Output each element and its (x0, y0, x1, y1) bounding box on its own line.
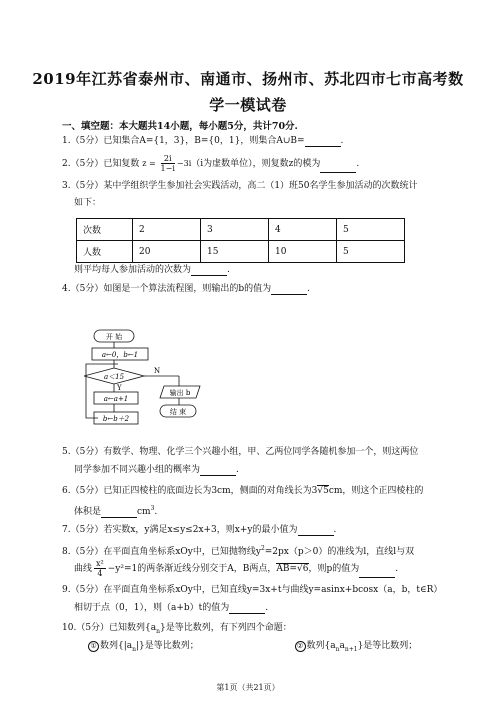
subscript: n (335, 645, 340, 653)
question-4-text: 4.（5分）如图是一个算法流程图，则输出的b的值为 (62, 284, 272, 294)
fraction-denominator: 1−i (160, 164, 175, 173)
option-2-text: 数列{a (306, 641, 336, 651)
formula-tail: −3i (176, 159, 192, 168)
step2-label: b←b＋2 (102, 415, 130, 423)
vector-ab: AB= (276, 564, 298, 574)
page-title-line2: 学一模试卷 (209, 96, 287, 114)
question-10-text-a2: }是等比数列，有下列四个命题： (160, 623, 292, 633)
sqrt-value: 6 (302, 564, 309, 574)
option-1-text-b: |}是等比数列； (136, 641, 199, 651)
answer-blank (191, 266, 227, 276)
question-8-text-mid: −y²=1的两条渐近线分别交于A，B两点， (107, 564, 277, 574)
question-6-text-a2: cm，则这个正四棱柱的 (328, 486, 424, 496)
exponent: 2 (260, 545, 265, 552)
question-6-line2: 体积是 $cm^3$. (62, 503, 157, 518)
flowchart (84, 328, 224, 433)
question-3-text-b: 如下： (74, 198, 102, 208)
question-8-text-b: 曲线 (74, 564, 93, 574)
option-2-text-b: a (339, 641, 345, 651)
table-cell: 次数 (77, 219, 133, 241)
exponent: 3 (150, 505, 155, 512)
question-7: 7.（5分）若实数x，y满足x≤y≤2x+3，则x+y的最小值为 . (62, 525, 337, 535)
fraction (94, 559, 106, 578)
question-5-line2: 同学参加不同兴趣小组的概率为 . (62, 464, 239, 476)
question-3-line3: 则平均每人参加活动的次数为 . (62, 264, 230, 276)
no-label: N (154, 367, 161, 375)
subscript: n (156, 627, 161, 635)
question-8 (62, 543, 414, 558)
init-label: a←0，b←1 (101, 351, 139, 359)
table-row (77, 219, 405, 241)
yes-label: Y (117, 384, 122, 392)
option-marker: ① (88, 641, 99, 652)
fraction-numerator: 2i (161, 154, 175, 164)
table-cell: 15 (201, 241, 269, 263)
option-marker: ② (295, 641, 306, 652)
table-cell: 10 (269, 241, 337, 263)
table-cell: 4 (269, 219, 337, 241)
question-10-options (88, 640, 417, 656)
section-heading: 一、填空题：本大题共14小题，每小题5分，共计70分. (62, 121, 298, 132)
question-6-text: 6.（5分）已知正四棱柱的底面边长为3cm，侧面的对角线长为3 (62, 486, 318, 496)
page-title: 2019年江苏省泰州市、南通市、扬州市、苏北四市七市高考数 (32, 70, 464, 88)
formula-z: z = (142, 159, 156, 168)
output-label: 输出 b (169, 389, 191, 397)
end-label: 结 束 (169, 408, 187, 416)
question-5-text-b: 同学参加不同兴趣小组的概率为 (74, 465, 201, 475)
table-cell: 2 (133, 219, 201, 241)
question-5 (62, 446, 418, 458)
question-1: 1.（5分）已知集合A={1，3}，B={0，1}，则集合A∪B= . (62, 136, 344, 146)
question-8-text-a2: =2px（p＞0）的准线为l，直线l与双 (264, 547, 415, 557)
table-cell: 3 (201, 219, 269, 241)
question-8-text-post: ，则p的值为 (308, 564, 360, 574)
question-9-line2: 相切于点（0，1），则（a+b）t的值为 . (62, 602, 268, 614)
statistics-table (76, 218, 405, 263)
fraction-numerator: x² (96, 559, 104, 568)
answer-blank (101, 508, 137, 518)
question-10-text: 10.（5分）已知数列{a (62, 623, 157, 633)
answer-blank (298, 526, 334, 536)
question-4: 4.（5分）如图是一个算法流程图，则输出的b的值为 . (62, 284, 310, 294)
answer-blank (229, 604, 265, 614)
answer-blank (359, 568, 395, 578)
question-5-text: 5.（5分）有数学、物理、化学三个兴趣小组，甲、乙两位同学各随机参加一个，则这两位 (62, 447, 419, 457)
fraction (161, 154, 175, 173)
table-row (77, 241, 405, 263)
question-2-text-b: （i为虚数单位），则复数z的模为 (191, 159, 321, 169)
question-7-text: 7.（5分）若实数x，y满足x≤y≤2x+3，则x+y的最小值为 (62, 525, 298, 535)
fraction-denominator: 4 (97, 569, 103, 578)
question-6 (62, 485, 423, 497)
question-2: 2.（5分）已知复数 z = $\frac{2i}{1-i}$ −3i（i为虚数单位），则复数z的模为 . (62, 154, 360, 173)
question-8-text: 8.（5分）在平面直角坐标系xOy中，已知抛物线y (62, 547, 261, 557)
question-9 (62, 584, 442, 596)
answer-blank (320, 163, 356, 173)
unit: cm (137, 507, 151, 517)
page-footer: 第1页（共21页） (216, 683, 280, 692)
question-10 (62, 622, 292, 638)
question-3 (62, 180, 418, 192)
sqrt-radicand: √6 (297, 564, 309, 574)
decision-label: a＜15 (103, 373, 125, 381)
question-9-text-b: 相切于点（0，1），则（a+b）t的值为 (74, 603, 230, 613)
question-2-text: 2.（5分）已知复数 (62, 159, 140, 169)
question-1-text: 1.（5分）已知集合A={1，3}，B={0，1}，则集合A∪B= (62, 136, 305, 146)
start-label: 开 始 (105, 333, 123, 341)
answer-blank (200, 466, 236, 476)
option-1-text: 数列{|a (100, 641, 133, 651)
question-9-text: 9.（5分）在平面直角坐标系xOy中，已知直线y=3x+t与曲线y=asinx+bcosx（a，b，t∈R） (62, 585, 443, 595)
table-cell: 5 (337, 219, 405, 241)
table-cell: 5 (337, 241, 405, 263)
question-6-text-b: 体积是 (74, 507, 102, 517)
answer-blank (305, 137, 341, 147)
sqrt-radicand: √5 (317, 486, 329, 496)
table-cell: 20 (133, 241, 201, 263)
table-cell: 人数 (77, 241, 133, 263)
subscript: n (132, 645, 136, 653)
question-3-text: 3.（5分）某中学组织学生参加社会实践活动，高二（1）班50名学生参加活动的次数统计 (62, 181, 418, 191)
question-3-line2 (62, 197, 101, 209)
option-2-text-c: }是等比数列； (357, 641, 418, 651)
subscript: n+1 (344, 645, 358, 653)
question-3-text-c: 则平均每人参加活动的次数为 (74, 265, 192, 275)
question-8-line2: 曲线 $\frac{\text{x²}}{4}$ −y²=1的两条渐近线分别交于A，B两点，AB=√6，则p的值为 . (62, 559, 398, 578)
step1-label: a←a+1 (103, 395, 129, 403)
sqrt-value: 5 (323, 486, 329, 496)
answer-blank (271, 285, 307, 295)
